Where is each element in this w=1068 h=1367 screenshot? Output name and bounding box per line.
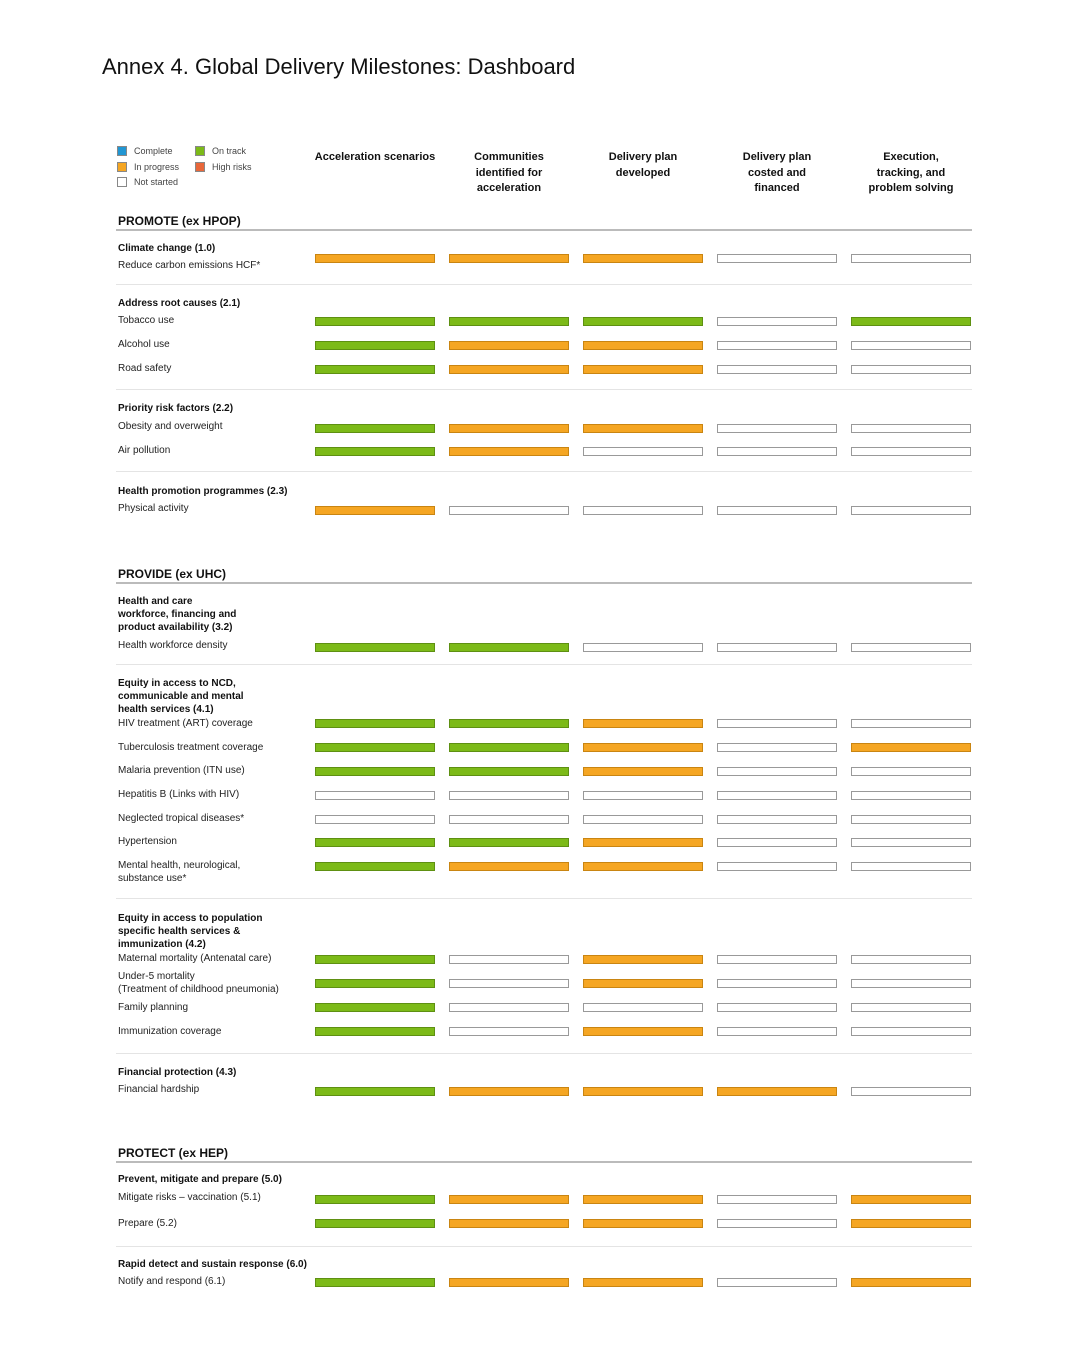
indicator-label [118, 860, 240, 885]
legend-item-complete [117, 146, 173, 156]
group-title-line: immunization (4.2) [118, 939, 206, 950]
indicator-label [118, 1218, 177, 1231]
status-bar-not [717, 254, 837, 263]
column-header-line: Communities [474, 151, 544, 163]
section-title: PROTECT (ex HEP) [118, 1146, 229, 1160]
status-bar-not [449, 815, 569, 824]
status-bar-not [717, 447, 837, 456]
group-title-line: Prevent, mitigate and prepare (5.0) [118, 1174, 282, 1185]
indicator-label-line: Malaria prevention (ITN use) [118, 765, 245, 776]
indicator-label-line: Financial hardship [118, 1084, 200, 1095]
status-bar-not [717, 719, 837, 728]
legend-label: Complete [134, 146, 173, 156]
status-bar-progress [851, 1195, 971, 1204]
status-bar-track [315, 424, 435, 433]
status-bar-progress [583, 862, 703, 871]
status-bar-not [851, 862, 971, 871]
status-bar-progress [583, 1087, 703, 1096]
legend-swatch-progress [117, 162, 127, 172]
status-bar-track [851, 317, 971, 326]
status-bar-not [717, 1003, 837, 1012]
status-bar-not [851, 838, 971, 847]
column-header [448, 150, 570, 197]
group-title-line: Health and care [118, 596, 193, 607]
status-bar-not [717, 1278, 837, 1287]
indicator-label [118, 445, 170, 458]
column-header [850, 150, 972, 197]
column-header-line: tracking, and [876, 166, 946, 179]
status-bar-not [851, 1003, 971, 1012]
status-bar-track [449, 743, 569, 752]
status-bar-progress [583, 838, 703, 847]
status-bar-progress [583, 955, 703, 964]
section-rule [116, 229, 972, 231]
column-header [716, 150, 838, 197]
status-bar-track [315, 719, 435, 728]
group-title-line: Equity in access to population [118, 913, 263, 924]
group-title [118, 1258, 307, 1271]
indicator-label-line: Reduce carbon emissions HCF* [118, 260, 261, 271]
status-bar-track [583, 317, 703, 326]
status-bar-progress [449, 365, 569, 374]
status-bar-not [449, 506, 569, 515]
indicator-label-line: Hepatitis B (Links with HIV) [118, 789, 240, 800]
status-bar-not [851, 424, 971, 433]
status-bar-not [583, 506, 703, 515]
legend-item-risk [195, 162, 252, 172]
status-bar-progress [583, 767, 703, 776]
indicator-label-line: Air pollution [118, 445, 171, 456]
column-header [314, 150, 436, 166]
indicator-label [118, 315, 174, 328]
status-bar-not [449, 791, 569, 800]
column-header-line: financed [754, 182, 800, 194]
status-bar-not [449, 1027, 569, 1036]
status-bar-track [315, 317, 435, 326]
status-bar-not [851, 955, 971, 964]
group-title [118, 242, 215, 255]
status-bar-progress [851, 743, 971, 752]
legend-item-not [117, 177, 178, 187]
status-bar-track [315, 365, 435, 374]
indicator-label-line: Notify and respond (6.1) [118, 1276, 226, 1287]
indicator-label [118, 339, 170, 352]
status-bar-not [717, 317, 837, 326]
group-title [118, 595, 236, 634]
indicator-label [118, 363, 171, 376]
column-header-line: developed [615, 166, 671, 179]
section-rule [116, 1161, 972, 1163]
indicator-label [118, 742, 263, 755]
indicator-label-line: Prepare (5.2) [118, 1218, 177, 1229]
status-bar-not [717, 815, 837, 824]
section-rule [116, 582, 972, 584]
indicator-label-line: Tobacco use [118, 315, 175, 326]
status-bar-not [851, 791, 971, 800]
indicator-label [118, 836, 177, 849]
status-bar-progress [449, 447, 569, 456]
status-bar-not [851, 719, 971, 728]
group-title-line: Rapid detect and sustain response (6.0) [118, 1259, 307, 1270]
status-bar-not [583, 447, 703, 456]
status-bar-progress [315, 254, 435, 263]
status-bar-not [851, 1087, 971, 1096]
group-title-line: Climate change (1.0) [118, 243, 216, 254]
legend-label: In progress [134, 161, 180, 172]
status-bar-not [851, 815, 971, 824]
status-bar-progress [583, 1219, 703, 1228]
indicator-label-line: Under-5 mortality [118, 971, 195, 982]
column-header-line: Delivery plan [742, 151, 812, 163]
status-bar-not [717, 424, 837, 433]
status-bar-progress [583, 1278, 703, 1287]
indicator-label [118, 765, 245, 778]
group-title-line: Financial protection (4.3) [118, 1067, 237, 1078]
indicator-label [118, 813, 244, 826]
status-bar-not [717, 1219, 837, 1228]
legend-item-track [195, 146, 246, 156]
indicator-label-line: Tuberculosis treatment coverage [118, 742, 264, 753]
group-divider [116, 284, 972, 285]
status-bar-track [315, 1219, 435, 1228]
status-bar-not [449, 1003, 569, 1012]
indicator-label [118, 789, 239, 802]
status-bar-progress [583, 979, 703, 988]
column-header-line: acceleration [476, 182, 542, 194]
indicator-label-line: Neglected tropical diseases* [118, 813, 245, 824]
status-bar-progress [583, 1027, 703, 1036]
indicator-label [118, 260, 260, 273]
status-bar-track [449, 643, 569, 652]
column-header-line: Execution, [883, 151, 939, 163]
indicator-label-line: HIV treatment (ART) coverage [118, 718, 253, 729]
indicator-label-line: Family planning [118, 1002, 189, 1013]
status-bar-progress [851, 1278, 971, 1287]
status-bar-progress [449, 1278, 569, 1287]
indicator-label-line: Immunization coverage [118, 1026, 222, 1037]
page-title: Annex 4. Global Delivery Milestones: Dashboard [102, 54, 576, 79]
indicator-label [118, 718, 253, 731]
status-bar-progress [449, 1195, 569, 1204]
status-bar-progress [583, 424, 703, 433]
indicator-label [118, 953, 271, 966]
status-bar-progress [449, 1087, 569, 1096]
status-bar-not [449, 979, 569, 988]
status-bar-track [449, 838, 569, 847]
legend-swatch-complete [117, 146, 127, 156]
status-bar-not [717, 955, 837, 964]
group-divider [116, 1053, 972, 1054]
status-bar-not [717, 1027, 837, 1036]
indicator-label-line: Maternal mortality (Antenatal care) [118, 953, 272, 964]
indicator-label-line: Physical activity [118, 503, 189, 514]
status-bar-progress [851, 1219, 971, 1228]
indicator-label [118, 971, 279, 996]
status-bar-not [583, 791, 703, 800]
group-title-line: communicable and mental [118, 691, 244, 702]
column-header-line: Delivery plan [608, 151, 678, 163]
status-bar-not [717, 791, 837, 800]
group-title-line: workforce, financing and [118, 609, 237, 620]
group-title [118, 912, 262, 951]
indicator-label-line: Health workforce density [118, 640, 228, 651]
status-bar-not [583, 1003, 703, 1012]
column-header [582, 150, 704, 181]
status-bar-not [717, 643, 837, 652]
group-title [118, 677, 244, 716]
indicator-label [118, 1002, 188, 1015]
status-bar-not [851, 365, 971, 374]
column-header-line: problem solving [868, 182, 954, 194]
status-bar-not [851, 447, 971, 456]
indicator-label [118, 421, 223, 434]
status-bar-progress [583, 365, 703, 374]
status-bar-not [315, 791, 435, 800]
status-bar-track [315, 862, 435, 871]
indicator-label-line: Obesity and overweight [118, 421, 223, 432]
indicator-label-line: (Treatment of childhood pneumonia) [118, 983, 279, 995]
group-title-line: Address root causes (2.1) [118, 298, 241, 309]
legend-label: Not started [134, 177, 179, 187]
status-bar-not [851, 1027, 971, 1036]
status-bar-progress [449, 1219, 569, 1228]
group-title-line: product availability (3.2) [118, 622, 233, 633]
status-bar-not [851, 254, 971, 263]
status-bar-not [583, 815, 703, 824]
status-bar-track [315, 955, 435, 964]
column-header-line: costed and [747, 166, 807, 179]
status-bar-progress [315, 506, 435, 515]
group-title [118, 297, 240, 310]
group-divider [116, 1246, 972, 1247]
group-title-line: specific health services & [118, 926, 241, 937]
status-bar-progress [449, 862, 569, 871]
status-bar-not [583, 643, 703, 652]
status-bar-track [315, 767, 435, 776]
status-bar-track [315, 1087, 435, 1096]
status-bar-track [315, 1195, 435, 1204]
status-bar-track [315, 1278, 435, 1287]
indicator-label [118, 1026, 221, 1039]
indicator-label-line: Alcohol use [118, 339, 170, 350]
indicator-label [118, 1192, 261, 1205]
group-divider [116, 664, 972, 665]
group-title [118, 1173, 282, 1186]
status-bar-track [449, 317, 569, 326]
indicator-label-line: Hypertension [118, 836, 177, 847]
indicator-label-line: Road safety [118, 363, 172, 374]
group-title [118, 1066, 236, 1079]
status-bar-not [449, 955, 569, 964]
status-bar-not [717, 979, 837, 988]
status-bar-not [851, 979, 971, 988]
status-bar-track [315, 979, 435, 988]
status-bar-track [449, 767, 569, 776]
status-bar-track [449, 719, 569, 728]
legend-swatch-risk [195, 162, 205, 172]
status-bar-progress [449, 341, 569, 350]
section-title: PROMOTE (ex HPOP) [118, 214, 241, 228]
status-bar-track [315, 341, 435, 350]
status-bar-not [717, 743, 837, 752]
group-title-line: Equity in access to NCD, [118, 678, 236, 689]
status-bar-track [315, 743, 435, 752]
status-bar-progress [449, 254, 569, 263]
status-bar-not [717, 506, 837, 515]
status-bar-not [717, 862, 837, 871]
status-bar-track [315, 1027, 435, 1036]
status-bar-not [851, 341, 971, 350]
status-bar-progress [449, 424, 569, 433]
status-bar-progress [583, 341, 703, 350]
status-bar-not [851, 506, 971, 515]
legend-swatch-track [195, 146, 205, 156]
indicator-label-line: Mitigate risks – vaccination (5.1) [118, 1192, 261, 1203]
status-bar-track [315, 447, 435, 456]
group-divider [116, 898, 972, 899]
group-title [118, 485, 287, 498]
indicator-label [118, 1276, 225, 1289]
indicator-label-line: Mental health, neurological, [118, 860, 241, 871]
status-bar-progress [583, 254, 703, 263]
group-title-line: Health promotion programmes (2.3) [118, 486, 288, 497]
status-bar-progress [583, 719, 703, 728]
status-bar-not [717, 767, 837, 776]
status-bar-progress [583, 1195, 703, 1204]
status-bar-track [315, 643, 435, 652]
legend-swatch-not [117, 177, 127, 187]
group-divider [116, 471, 972, 472]
group-title [118, 402, 233, 415]
column-header-line: Acceleration scenarios [314, 151, 436, 163]
group-divider [116, 389, 972, 390]
indicator-label [118, 1084, 199, 1097]
indicator-label [118, 640, 228, 653]
indicator-label-line: substance use* [118, 872, 187, 884]
status-bar-track [315, 1003, 435, 1012]
status-bar-not [315, 815, 435, 824]
legend-item-progress [117, 162, 179, 172]
status-bar-track [315, 838, 435, 847]
group-title-line: health services (4.1) [118, 704, 214, 715]
status-bar-not [851, 643, 971, 652]
legend-label: High risks [212, 161, 252, 172]
status-bar-not [717, 341, 837, 350]
legend-label: On track [212, 146, 247, 156]
status-bar-not [717, 838, 837, 847]
section-title: PROVIDE (ex UHC) [118, 567, 227, 581]
status-bar-progress [583, 743, 703, 752]
group-title-line: Priority risk factors (2.2) [118, 403, 234, 414]
status-bar-progress [717, 1087, 837, 1096]
column-header-line: identified for [475, 166, 543, 179]
status-bar-not [717, 1195, 837, 1204]
indicator-label [118, 503, 189, 516]
status-bar-not [851, 767, 971, 776]
status-bar-not [717, 365, 837, 374]
